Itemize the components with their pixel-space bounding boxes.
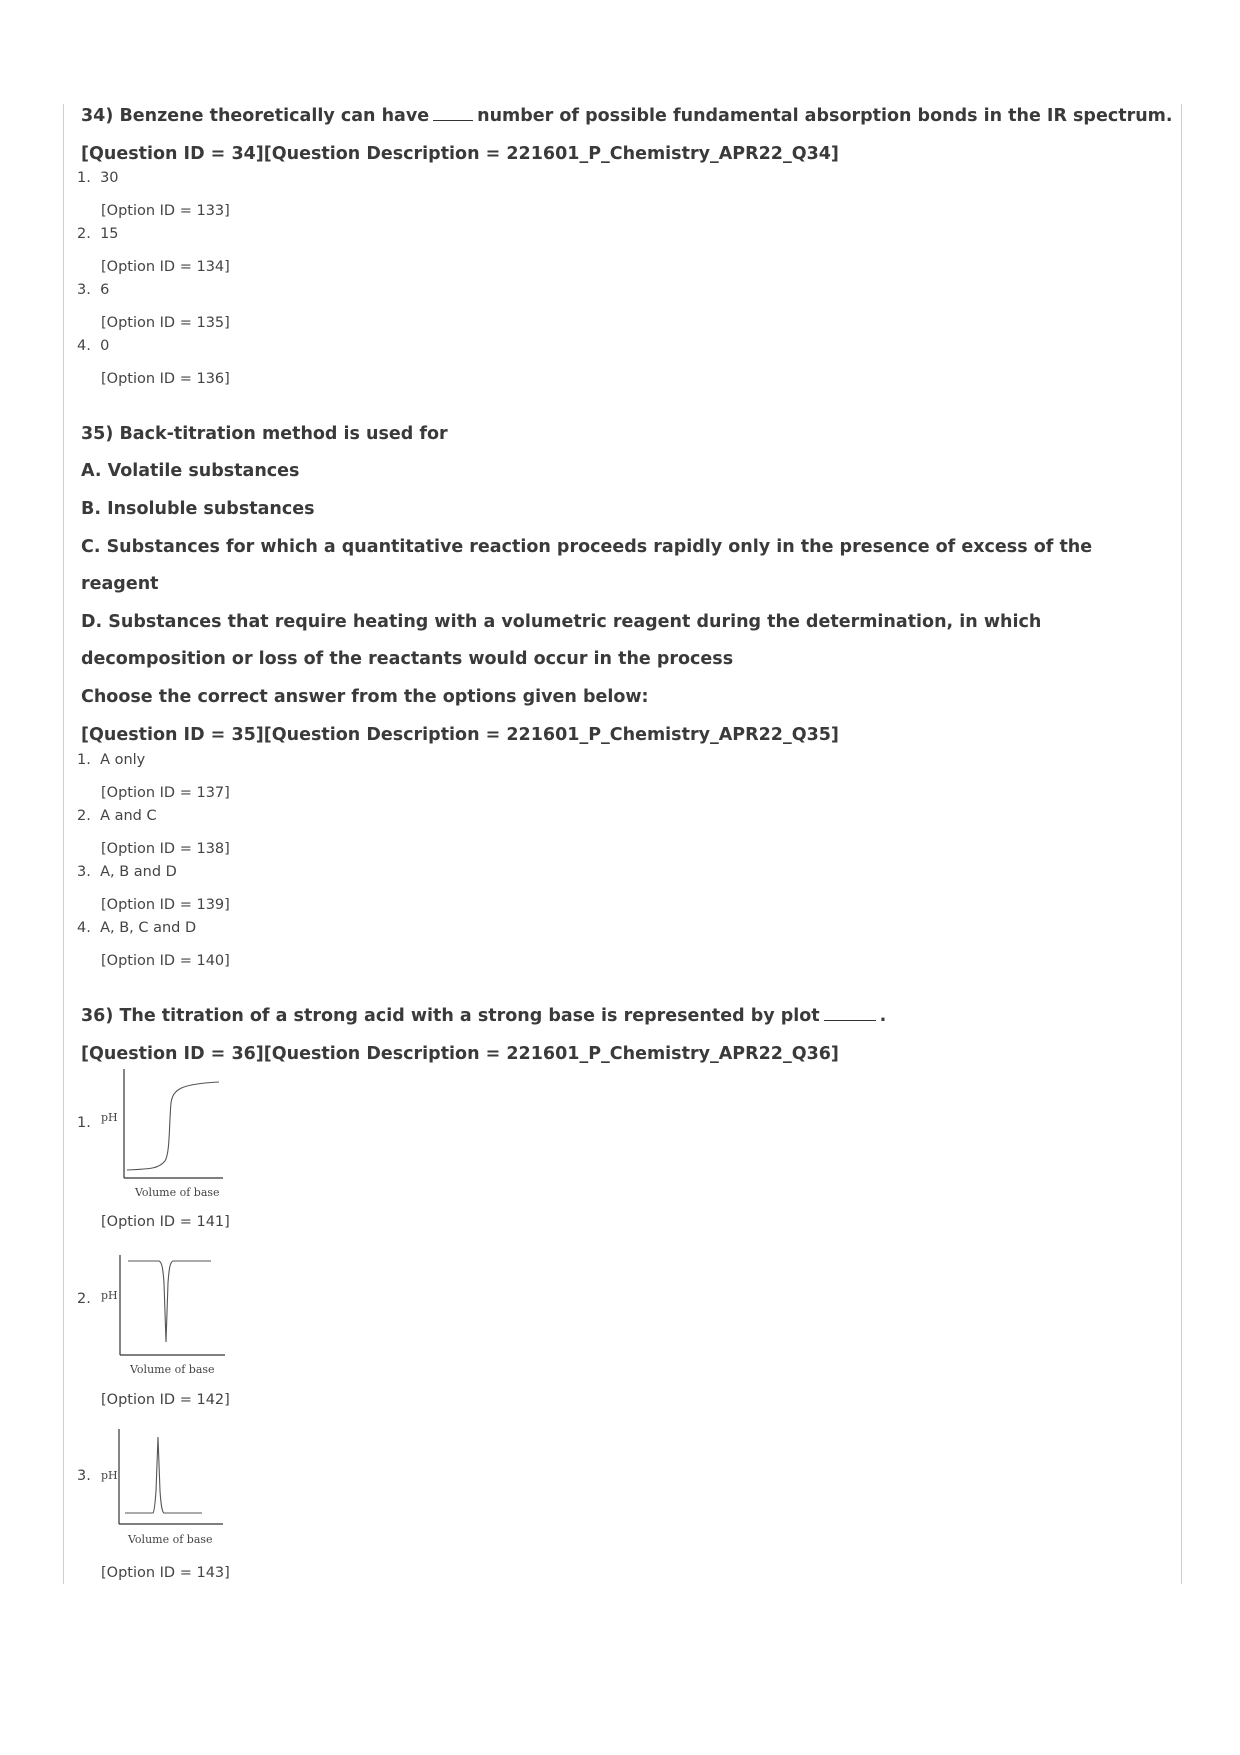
option-id: [Option ID = 134] <box>101 259 230 275</box>
option-text: A, B, C and D <box>100 920 197 936</box>
option-text: A, B and D <box>100 864 177 880</box>
statement-d-continued: decomposition or loss of the reactants would occur in the process <box>81 649 734 669</box>
statement-c: C. Substances for which a quantitative reaction proceeds rapidly only in the presence of excess of the <box>81 537 1093 557</box>
option-number: 4. <box>77 338 91 354</box>
plot-2-xlabel: Volume of base <box>130 1363 215 1376</box>
plot-3-curve <box>125 1437 202 1513</box>
titration-plot-3 <box>95 1425 235 1565</box>
option-2 <box>77 226 119 242</box>
option-1 <box>77 170 119 186</box>
option-number: 1. <box>77 170 91 186</box>
statement-d: D. Substances that require heating with a volumetric reagent during the determination, in which <box>81 612 1042 632</box>
option-id: [Option ID = 137] <box>101 785 230 801</box>
option-1-number: 1. <box>77 1115 91 1131</box>
option-id: [Option ID = 138] <box>101 841 230 857</box>
option-text: 15 <box>100 226 119 242</box>
plot-1-ylabel: pH <box>101 1111 118 1124</box>
question-35-instruction: Choose the correct answer from the options given below: <box>81 687 649 707</box>
option-id: [Option ID = 141] <box>101 1214 230 1230</box>
option-text: 6 <box>100 282 110 298</box>
option-2 <box>77 808 157 824</box>
question-35-meta: [Question ID = 35][Question Description = 221601_P_Chemistry_APR22_Q35] <box>81 725 839 745</box>
option-number: 3. <box>77 282 91 298</box>
plot-1-xlabel: Volume of base <box>135 1186 220 1199</box>
option-text: 0 <box>100 338 110 354</box>
option-number: 3. <box>77 864 91 880</box>
question-36-text <box>81 1006 886 1026</box>
plot-1-curve <box>127 1082 219 1170</box>
option-3 <box>77 864 177 880</box>
question-34-meta: [Question ID = 34][Question Description = 221601_P_Chemistry_APR22_Q34] <box>81 144 839 164</box>
option-number: 2. <box>77 808 91 824</box>
option-text: A only <box>100 752 146 768</box>
option-3 <box>77 282 109 298</box>
option-id: [Option ID = 142] <box>101 1392 230 1408</box>
option-1 <box>77 752 145 768</box>
option-id: [Option ID = 140] <box>101 953 230 969</box>
page-border-left <box>63 104 64 1584</box>
question-34-text <box>81 106 1173 126</box>
option-2-number: 2. <box>77 1291 91 1307</box>
statement-c-continued: reagent <box>81 574 159 594</box>
option-number: 4. <box>77 920 91 936</box>
question-34-text-before: 34) Benzene theoretically can have <box>81 106 430 126</box>
plot-3-xlabel: Volume of base <box>128 1533 213 1546</box>
page-border-right <box>1181 104 1182 1584</box>
option-text: A and C <box>100 808 157 824</box>
option-id: [Option ID = 136] <box>101 371 230 387</box>
titration-plot-1 <box>95 1065 235 1205</box>
answer-blank <box>824 1006 876 1021</box>
plot-2-ylabel: pH <box>101 1289 118 1302</box>
titration-plot-2 <box>95 1243 235 1383</box>
option-id: [Option ID = 133] <box>101 203 230 219</box>
option-4 <box>77 338 109 354</box>
statement-b: B. Insoluble substances <box>81 499 315 519</box>
statement-a: A. Volatile substances <box>81 461 300 481</box>
question-36-text-after: . <box>879 1006 887 1026</box>
question-34-text-after: number of possible fundamental absorption bonds in the IR spectrum. <box>477 106 1173 126</box>
plot-3-ylabel: pH <box>101 1469 118 1482</box>
option-id: [Option ID = 135] <box>101 315 230 331</box>
plot-2-curve <box>128 1261 211 1342</box>
question-35-text: 35) Back-titration method is used for <box>81 424 448 444</box>
option-text: 30 <box>100 170 119 186</box>
option-4 <box>77 920 196 936</box>
question-36-text-before: 36) The titration of a strong acid with a strong base is represented by plot <box>81 1006 820 1026</box>
option-number: 2. <box>77 226 91 242</box>
option-id: [Option ID = 143] <box>101 1565 230 1581</box>
option-3-number: 3. <box>77 1468 91 1484</box>
option-number: 1. <box>77 752 91 768</box>
answer-blank <box>433 106 473 121</box>
option-id: [Option ID = 139] <box>101 897 230 913</box>
question-36-meta: [Question ID = 36][Question Description = 221601_P_Chemistry_APR22_Q36] <box>81 1044 839 1064</box>
